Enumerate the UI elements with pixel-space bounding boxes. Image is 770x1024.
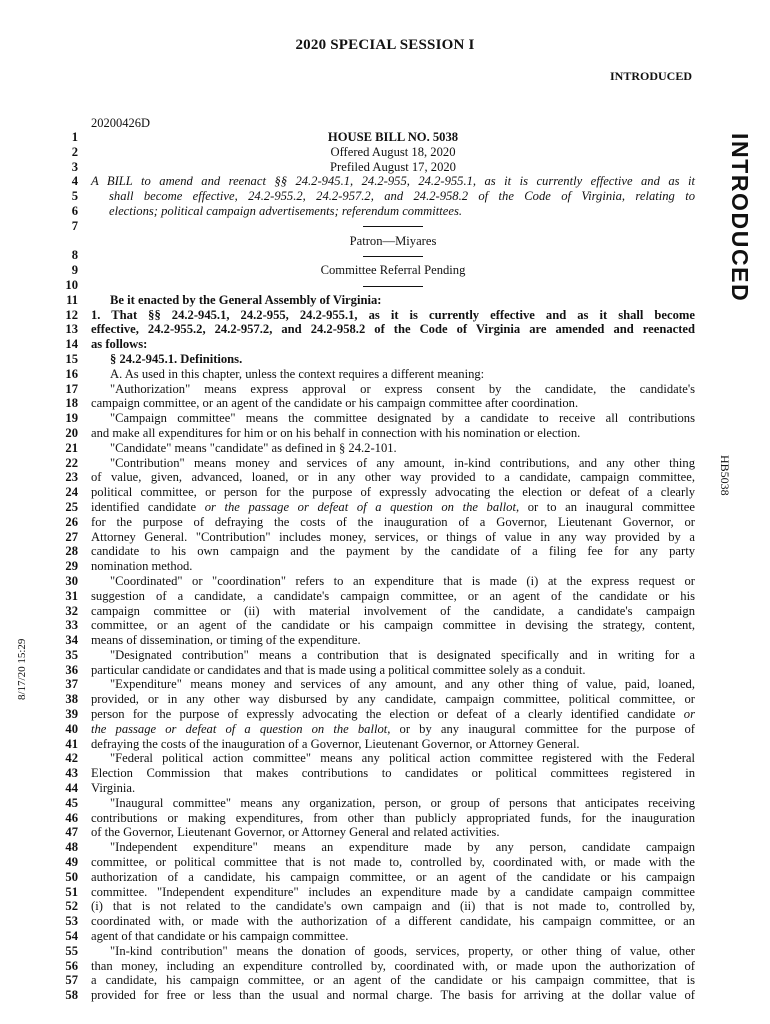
session-title: 2020 SPECIAL SESSION I (295, 37, 475, 53)
text-segment: political committee, or person for the purpose of expressly advocating the election or defeat of a clearly (91, 485, 695, 500)
bill-line (0, 604, 770, 619)
line-number: 51 (65, 884, 78, 899)
line-text (91, 293, 695, 308)
text-segment: candidate to his own campaign and the payment by the candidate of a filing fee for any party (91, 544, 695, 559)
line-text (91, 530, 695, 545)
line-number: 31 (65, 588, 78, 603)
line-number: 28 (65, 544, 78, 559)
bill-line (0, 692, 770, 707)
text-segment: provided, or in any other way disbursed by any candidate, campaign committee, political committee, or (91, 692, 695, 707)
bill-line (0, 663, 770, 678)
bill-line (0, 944, 770, 959)
separator-rule (363, 226, 423, 227)
bill-line (0, 278, 770, 293)
line-number: 8 (71, 248, 78, 263)
text-segment: Patron—Miyares (349, 233, 437, 248)
bill-line (0, 308, 770, 323)
bill-line (0, 382, 770, 397)
bill-line (0, 855, 770, 870)
line-text (91, 633, 695, 648)
bill-line (0, 337, 770, 352)
line-number: 18 (65, 396, 78, 411)
text-segment: "Inaugural committee" means any organization, person, or group of persons that anticipates receiving (110, 795, 695, 810)
line-text (91, 174, 695, 189)
line-number: 52 (65, 899, 78, 914)
line-number: 54 (65, 929, 78, 944)
line-text (91, 973, 695, 988)
line-text (91, 382, 695, 397)
line-text (91, 470, 695, 485)
bill-line (0, 677, 770, 692)
bill-line (0, 189, 770, 204)
bill-line (0, 751, 770, 766)
line-number: 48 (65, 840, 78, 855)
text-segment: Offered August 18, 2020 (330, 144, 456, 159)
line-text (91, 441, 695, 456)
separator-rule (363, 286, 423, 287)
line-text (91, 589, 695, 604)
bill-line (0, 322, 770, 337)
line-number: 29 (65, 559, 78, 574)
line-number: 17 (65, 381, 78, 396)
line-number: 9 (71, 263, 78, 278)
text-segment: Virginia. (91, 781, 136, 796)
text-segment: "Expenditure" means money and services of any amount, and any other thing of value, paid, loaned, (110, 677, 695, 692)
bill-line (0, 781, 770, 796)
text-segment: contributions or making expenditures, from other than publicly appropriated funds, for the inauguration (91, 810, 695, 825)
text-segment: committee. "Independent expenditure" includes an expenditure made by a candidate campaign committee (91, 884, 695, 899)
line-number: 41 (65, 736, 78, 751)
text-segment: campaign committee or (ii) with material involvement of the candidate, a candidate's campaign (91, 603, 695, 618)
line-text (91, 248, 695, 263)
line-text (91, 722, 695, 737)
line-text (91, 870, 695, 885)
line-number: 40 (65, 721, 78, 736)
line-text (91, 145, 695, 160)
line-text (91, 515, 695, 530)
line-text (91, 885, 695, 900)
italic-text-segment: or (683, 707, 695, 722)
line-number: 13 (65, 322, 78, 337)
text-segment: Attorney General. "Contribution" includes money, services, or things of value in any way provided by a (91, 529, 695, 544)
line-number: 1 (71, 130, 78, 144)
line-text (91, 677, 695, 692)
line-text (91, 411, 695, 426)
bill-line (0, 145, 770, 160)
line-text (91, 278, 695, 293)
line-number: 26 (65, 514, 78, 529)
text-segment: Be it enacted by the General Assembly of Virginia: (110, 292, 382, 307)
line-text (91, 899, 695, 914)
bill-line (0, 263, 770, 278)
bill-line (0, 811, 770, 826)
line-text (91, 618, 695, 633)
text-segment: provided for free or less than the usual and normal charge. The basis for arriving at the dollar value of (91, 988, 695, 1003)
text-segment: agent of that candidate or his campaign committee. (91, 929, 349, 944)
text-segment: of value, given, advanced, loaned, or in any other way provided to a candidate, campaign committee, (91, 470, 695, 485)
line-number: 44 (65, 781, 78, 796)
line-number: 42 (65, 751, 78, 766)
text-segment: and make all expenditures for him or on his behalf in connection with his nomination or election. (91, 425, 581, 440)
italic-text-segment: shall become effective, 24.2-955.2, 24.2-957.2, and 24.2-958.2 of the Code of Virginia, relating to (109, 189, 695, 204)
text-segment: (i) that is not related to the candidate's own campaign and (ii) that is not made to, controlled by, (91, 899, 695, 914)
bill-line (0, 914, 770, 929)
line-number: 19 (65, 411, 78, 426)
line-number: 20 (65, 425, 78, 440)
line-text (91, 959, 695, 974)
line-text (91, 825, 695, 840)
line-text (91, 263, 695, 278)
line-number: 27 (65, 529, 78, 544)
text-segment: , or by any inaugural committee for the purpose of (387, 721, 695, 736)
text-segment: A. As used in this chapter, unless the context requires a different meaning: (110, 366, 485, 381)
line-text (91, 367, 695, 382)
bill-line (0, 204, 770, 219)
line-text (91, 914, 695, 929)
text-segment: defraying the costs of the inauguration of a Governor, Lieutenant Governor, or Attorney General. (91, 736, 580, 751)
line-text (91, 219, 695, 234)
line-number: 46 (65, 810, 78, 825)
line-text (91, 944, 695, 959)
bill-line (0, 470, 770, 485)
line-text (91, 308, 695, 323)
line-number: 58 (65, 988, 78, 1003)
text-segment: committee, or political committee that is not made to, controlled by, coordinated with, or made with the (91, 855, 695, 870)
text-segment: effective, 24.2-955.2, 24.2-957.2, and 24.2-958.2 of the Code of Virginia are amended and reenacted (91, 322, 695, 337)
italic-text-segment: the passage or defeat of a question on the ballot (91, 721, 388, 736)
text-segment: means of dissemination, or timing of the expenditure. (91, 633, 361, 648)
bill-line (0, 411, 770, 426)
bill-line (0, 130, 770, 145)
text-segment: "Designated contribution" means a contribution that is designated specifically and in writing for a (110, 647, 695, 662)
text-segment: identified candidate (91, 499, 205, 514)
italic-text-segment: elections; political campaign advertisements; referendum committees. (109, 203, 462, 218)
bill-text-body (0, 130, 770, 1003)
bill-line (0, 633, 770, 648)
text-segment: "Candidate" means "candidate" as defined in § 24.2-101. (110, 440, 397, 455)
text-segment: campaign committee, or an agent of the candidate or his campaign committee after coordination. (91, 396, 579, 411)
line-text (91, 663, 695, 678)
line-number: 36 (65, 662, 78, 677)
line-text (91, 337, 695, 352)
line-text (91, 811, 695, 826)
bill-line (0, 174, 770, 189)
line-number: 35 (65, 647, 78, 662)
text-segment: , or to an inaugural committee (515, 499, 695, 514)
line-text (91, 929, 695, 944)
line-number: 43 (65, 766, 78, 781)
text-segment: authorization of a candidate, his campaign committee, or an agent of the candidate or his campaign (91, 869, 695, 884)
bill-line (0, 959, 770, 974)
line-number: 47 (65, 825, 78, 840)
line-number: 11 (66, 292, 78, 307)
bill-line (0, 559, 770, 574)
bill-line (0, 456, 770, 471)
lc-number: 20200426D (91, 116, 151, 130)
text-segment: person for the purpose of expressly advocating the election or defeat of a clearly identified candidate (91, 707, 684, 722)
line-text (91, 160, 695, 175)
line-number: 57 (65, 973, 78, 988)
bill-line (0, 530, 770, 545)
line-number: 2 (71, 144, 78, 159)
bill-line (0, 870, 770, 885)
bill-code-side-text: HB5038 (718, 455, 732, 496)
text-segment: as follows: (91, 337, 148, 352)
text-segment: suggestion of a candidate, a candidate's campaign committee, or an agent of the candidate or his (91, 588, 695, 603)
line-number: 39 (65, 707, 78, 722)
separator-rule (363, 256, 423, 257)
line-number: 38 (65, 692, 78, 707)
line-number: 23 (65, 470, 78, 485)
line-text (91, 751, 695, 766)
text-segment: a candidate, his campaign committee, or an agent of the candidate or his campaign committee, that is (91, 973, 695, 988)
line-number: 55 (65, 943, 78, 958)
line-number: 22 (65, 455, 78, 470)
line-text (91, 322, 695, 337)
bill-line (0, 988, 770, 1003)
line-text (91, 604, 695, 619)
bill-line (0, 796, 770, 811)
line-text (91, 234, 695, 249)
line-text (91, 485, 695, 500)
line-text (91, 692, 695, 707)
bill-line (0, 574, 770, 589)
bill-line (0, 352, 770, 367)
line-text (91, 988, 695, 1003)
text-segment: Election Commission that makes contributions to candidates or political committees registered in (91, 766, 695, 781)
line-text (91, 840, 695, 855)
line-number: 7 (71, 218, 78, 233)
text-segment: than money, including an expenditure controlled by, coordinated with, or made upon the authorization of (91, 958, 695, 973)
bill-line (0, 544, 770, 559)
bill-line (0, 485, 770, 500)
bill-line (0, 441, 770, 456)
text-segment: "Campaign committee" means the committee designated by a candidate to receive all contributions (110, 411, 695, 426)
bill-line (0, 885, 770, 900)
bill-line (0, 722, 770, 737)
line-number: 30 (65, 573, 78, 588)
line-number: 34 (65, 633, 78, 648)
text-segment: "Contribution" means money and services of any amount, in-kind contributions, and any other thing (110, 455, 695, 470)
text-segment: nomination method. (91, 559, 193, 574)
line-text (91, 544, 695, 559)
text-segment: for the purpose of defraying the costs of the inauguration of a Governor, Lieutenant Governor, or (91, 514, 695, 529)
text-segment: Prefiled August 17, 2020 (330, 159, 456, 174)
line-text (91, 737, 695, 752)
line-number: 33 (65, 618, 78, 633)
italic-text-segment: A BILL to amend and reenact §§ 24.2-945.1, 24.2-955, 24.2-955.1, as it is currently effective and as it (91, 174, 695, 189)
bill-line (0, 648, 770, 663)
line-text (91, 456, 695, 471)
bill-line (0, 899, 770, 914)
bill-line (0, 825, 770, 840)
line-text (91, 855, 695, 870)
text-segment: "Coordinated" or "coordination" refers to an expenditure that is made (i) at the express request or (110, 573, 695, 588)
line-text (91, 189, 695, 204)
line-number: 45 (65, 795, 78, 810)
line-number: 24 (65, 485, 78, 500)
bill-line (0, 766, 770, 781)
line-number: 53 (65, 914, 78, 929)
line-text (91, 352, 695, 367)
line-text (91, 130, 695, 145)
line-text (91, 396, 695, 411)
line-number: 6 (71, 203, 78, 218)
line-number: 49 (65, 855, 78, 870)
bill-line (0, 426, 770, 441)
bill-line (0, 707, 770, 722)
line-number: 16 (65, 366, 78, 381)
bill-line (0, 500, 770, 515)
bill-line (0, 737, 770, 752)
text-segment: coordinated with, or made with the authorization of a different candidate, his campaign committee, or an (91, 914, 695, 929)
line-text (91, 766, 695, 781)
line-text (91, 648, 695, 663)
bill-status-label: INTRODUCED (609, 69, 692, 83)
text-segment: § 24.2-945.1. Definitions. (110, 351, 243, 366)
line-text (91, 707, 695, 722)
line-text (91, 796, 695, 811)
text-segment: 1. That §§ 24.2-945.1, 24.2-955, 24.2-955.1, as it is currently effective and as it shall become (91, 307, 695, 322)
line-number: 14 (65, 337, 78, 352)
text-segment: "Independent expenditure" means an expenditure made by any person, candidate campaign (110, 840, 695, 855)
line-text (91, 574, 695, 589)
text-segment: Committee Referral Pending (320, 263, 466, 278)
italic-text-segment: or the passage or defeat of a question on the ballot (204, 499, 516, 514)
line-text (91, 204, 695, 219)
line-text (91, 781, 695, 796)
line-number: 15 (65, 351, 78, 366)
text-segment: committee, or an agent of the candidate or his campaign committee in devising the strategy, content, (91, 618, 695, 633)
bill-line (0, 219, 770, 234)
line-number: 21 (65, 440, 78, 455)
bill-line (0, 973, 770, 988)
introduced-side-text: INTRODUCED (727, 133, 753, 303)
line-text (91, 559, 695, 574)
bill-line (0, 589, 770, 604)
bill-line (0, 160, 770, 175)
line-number: 50 (65, 869, 78, 884)
line-number: 5 (71, 189, 78, 204)
line-number: 25 (65, 499, 78, 514)
text-segment: particular candidate or candidates and that is made using a political committee solely as a conduit. (91, 662, 586, 677)
text-segment: "Federal political action committee" means any political action committee registered with the Federal (110, 751, 695, 766)
line-number: 10 (65, 277, 78, 292)
line-number: 3 (71, 159, 78, 174)
text-segment: of the Governor, Lieutenant Governor, or Attorney General and related activities. (91, 825, 500, 840)
text-segment: "In-kind contribution" means the donation of goods, services, property, or other thing of value, other (110, 943, 695, 958)
line-number: 37 (65, 677, 78, 692)
bill-line (0, 248, 770, 263)
line-text (91, 426, 695, 441)
print-date-side-text: 8/17/20 15:29 (16, 638, 28, 700)
line-number: 56 (65, 958, 78, 973)
bill-line (0, 293, 770, 308)
bill-line (0, 929, 770, 944)
text-segment: "Authorization" means express approval or express consent by the candidate, the candidate's (110, 381, 695, 396)
bill-line (0, 367, 770, 382)
line-number: 32 (65, 603, 78, 618)
bill-line (0, 618, 770, 633)
bill-line (0, 396, 770, 411)
text-segment: HOUSE BILL NO. 5038 (327, 130, 459, 144)
bill-line (0, 840, 770, 855)
line-text (91, 500, 695, 515)
line-number: 12 (65, 307, 78, 322)
bill-line (0, 515, 770, 530)
bill-line (0, 234, 770, 249)
line-number: 4 (71, 174, 78, 189)
